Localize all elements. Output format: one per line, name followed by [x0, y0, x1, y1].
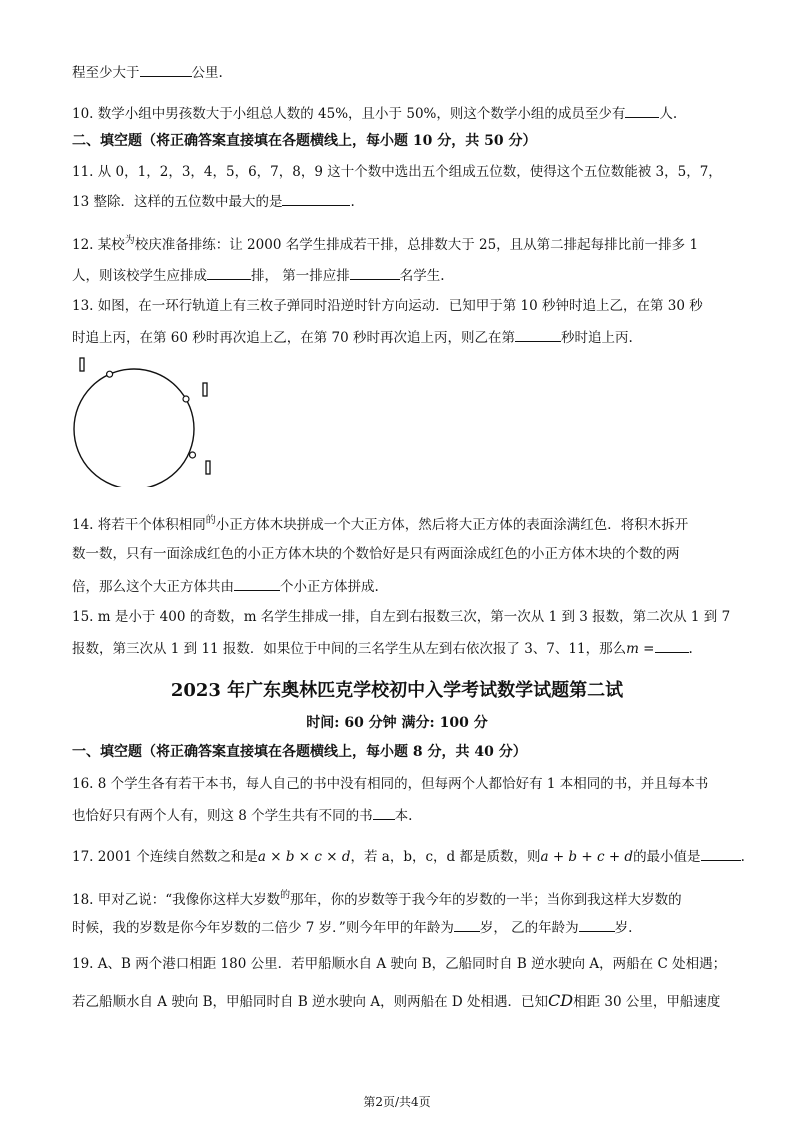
circular-track-figure — [64, 352, 224, 487]
answer-blank — [282, 191, 350, 206]
question-14-line3: 倍，那么这个大正方体共由 个小正方体拼成. — [72, 576, 726, 597]
question-16-line1: 16. 8 个学生各有若干本书，每人自己的书中没有相同的，但每两个人都恰好有 1 本相同的书，并且每本书 — [72, 776, 709, 792]
question-18-line2: 时候，我的岁数是你今年岁数的二倍少 7 岁．”则今年甲的年龄为 岁， 乙的年龄为 岁. — [72, 917, 726, 938]
answer-blank — [625, 103, 659, 118]
section-heading: 二、填空题（将正确答案直接填在各题横线上，每小题 10 分，共 50 分） — [72, 133, 537, 149]
q9-tail: 程至少大于 公里. — [72, 62, 726, 83]
answer-blank — [655, 638, 689, 653]
answer-blank — [207, 265, 251, 280]
question-12-line2: 人，则该校学生应排成 排， 第一排应排 名学生. — [72, 265, 726, 286]
bullet-dot — [107, 371, 113, 377]
answer-blank — [515, 327, 561, 342]
question-17: 17. 2001 个连续自然数之和是a × b × c × d，若 a，b，c，d 都是质数，则a + b + c + d的最小值是 . — [72, 846, 726, 867]
question-13-line1: 13. 如图，在一环行轨道上有三枚子弹同时沿逆时针方向运动．已知甲于第 10 秒钟时追上乙，在第 30 秒 — [72, 298, 703, 314]
answer-blank — [234, 576, 280, 591]
page-number: 第2页/共4页 — [363, 1095, 431, 1109]
question-13-line2: 时追上丙，在第 60 秒时再次追上乙，在第 70 秒时再次追上丙，则乙在第 秒时追上丙. — [72, 327, 726, 348]
question-11-line1: 11. 从 0，1，2，3，4，5，6，7，8，9 这十个数中选出五个组成五位数，使得这个五位数能被 3，5，7， — [72, 164, 722, 180]
bullet-dot — [190, 452, 196, 458]
question-14-line2: 数一数，只有一面涂成红色的小正方体木块的个数恰好是只有两面涂成红色的小正方体木块的个数的两 — [72, 546, 680, 562]
answer-blank — [140, 62, 192, 77]
answer-blank — [350, 265, 400, 280]
bullet-dot — [183, 396, 189, 402]
question-18-line1: 18. 甲对乙说：“我像你这样大岁数$^的$那年，你的岁数等于我今年的岁数的一半；当你到我这样大岁数的 — [72, 890, 682, 908]
answer-blank — [579, 917, 615, 932]
marker-icon — [80, 358, 84, 371]
question-15-line2: 报数，第三次从 1 到 11 报数．如果位于中间的三名学生从左到右依次报了 3、7、11，那么m = . — [72, 638, 726, 659]
answer-blank — [373, 805, 395, 820]
question-11-line2: 13 整除．这样的五位数中最大的是 . — [72, 191, 726, 212]
answer-blank — [701, 846, 741, 861]
marker-icon — [203, 383, 207, 396]
question-14-line1: 14. 将若干个体积相同$^的$小正方体木块拼成一个大正方体，然后将大正方体的表面涂满红色．将积木拆开 — [72, 515, 689, 533]
question-19-line1: 19. A、B 两个港口相距 180 公里．若甲船顺水自 A 驶向 B，乙船同时自 B 逆水驶向 A，两船在 C 处相遇； — [72, 956, 727, 972]
marker-icon — [206, 461, 210, 474]
track-circle — [74, 369, 194, 487]
answer-blank — [454, 917, 480, 932]
exam-subtitle: 时间: 60 分钟 满分: 100 分 — [306, 715, 488, 731]
question-10: 10. 数学小组中男孩数大于小组总人数的 45%，且小于 50%，则这个数学小组的成员至少有 人. — [72, 103, 726, 124]
question-15-line1: 15. m 是小于 400 的奇数，m 名学生排成一排，自左到右报数三次，第一次从 1 到 3 报数，第二次从 1 到 7 — [72, 609, 731, 625]
section-heading: 一、填空题（将正确答案直接填在各题横线上，每小题 8 分，共 40 分） — [72, 744, 527, 760]
question-19-line2: 若乙船顺水自 A 驶向 B，甲船同时自 B 逆水驶向 A，则两船在 D 处相遇．已知CD相距 30 公里，甲船速度 — [72, 991, 721, 1010]
exam-title: 2023 年广东奥林匹克学校初中入学考试数学试题第二试 — [170, 680, 624, 701]
question-16-line2: 也恰好只有两个人有，则这 8 个学生共有不同的书 本. — [72, 805, 726, 826]
question-12-line1: 12. 某校$^为$校庆准备排练：让 2000 名学生排成若干排，总排数大于 25，且从第二排起每排比前一排多 1 — [72, 235, 699, 253]
